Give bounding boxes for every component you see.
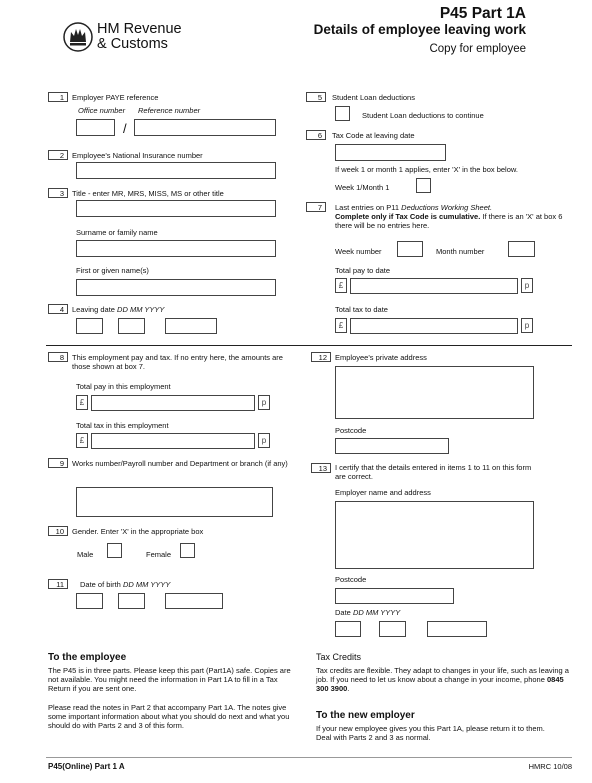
employee-notes-p1: The P45 is in three parts. Please keep this part (Part1A) safe. Copies are not available. You might need the information in Part 1A to fill in a Tax Return if you are sent one. xyxy=(48,666,291,693)
dob-year-field[interactable] xyxy=(165,593,223,609)
q12-label: Employee's private address xyxy=(335,353,427,362)
box-number-5: 5 xyxy=(306,92,326,102)
form-id: P45 Part 1A xyxy=(439,5,526,22)
week1-month1-checkbox[interactable] xyxy=(416,178,431,193)
q10-label: Gender. Enter 'X' in the appropriate box xyxy=(72,527,204,536)
office-number-field[interactable] xyxy=(76,119,115,136)
reference-number-label: Reference number xyxy=(138,106,201,115)
box-number-11: 11 xyxy=(48,579,68,589)
box-number-7: 7 xyxy=(306,202,326,212)
q7-cumulative-note: Complete only if Tax Code is cumulative. xyxy=(335,212,481,221)
q13-postcode-label: Postcode xyxy=(335,575,367,584)
q8-label: This employment pay and tax. If no entry here, the amounts are those shown at box 7. xyxy=(72,353,283,371)
leaving-date-label: Leaving date xyxy=(72,305,115,314)
week1-note: If week 1 or month 1 applies, enter 'X' in the box below. xyxy=(335,165,518,174)
sign-month-field[interactable] xyxy=(379,621,406,637)
week-number-field[interactable] xyxy=(397,241,423,257)
box-number-1: 1 xyxy=(48,92,68,102)
page-subtitle: Copy for employee xyxy=(429,43,526,55)
first-name-field[interactable] xyxy=(76,279,276,296)
leaving-month-field[interactable] xyxy=(118,318,145,334)
tax-pence: p xyxy=(258,433,270,448)
employer-name-address-label: Employer name and address xyxy=(335,488,431,497)
box-number-8: 8 xyxy=(48,352,68,362)
q4-label xyxy=(72,305,164,314)
q7-label xyxy=(335,203,575,230)
employer-address-field[interactable] xyxy=(335,501,534,569)
q6-label: Tax Code at leaving date xyxy=(332,131,415,140)
page-title: Details of employee leaving work xyxy=(313,22,526,37)
box-number-10: 10 xyxy=(48,526,68,536)
box-number-4: 4 xyxy=(48,304,68,314)
sign-year-field[interactable] xyxy=(427,621,487,637)
tax-code-field[interactable] xyxy=(335,144,446,161)
dob-month-field[interactable] xyxy=(118,593,145,609)
slash-separator: / xyxy=(123,121,127,136)
leaving-year-field[interactable] xyxy=(165,318,217,334)
total-pay-to-date-label: Total pay to date xyxy=(335,266,391,275)
total-tax-field[interactable] xyxy=(91,433,255,449)
first-name-label: First or given name(s) xyxy=(76,266,149,275)
male-checkbox[interactable] xyxy=(107,543,122,558)
tax-credits-phone: 0845 300 3900 xyxy=(316,675,564,693)
q2-label: Employee's National Insurance number xyxy=(72,151,203,160)
employer-postcode-field[interactable] xyxy=(335,588,454,604)
employee-notes-p2: Please read the notes in Part 2 that accompany Part 1A. The notes give some important information about what you should do next and what you should do with Parts 2 and 3 of this form. xyxy=(48,703,290,730)
tax-to-date-pence: p xyxy=(521,318,533,333)
q7-label-b: Deductions Working Sheet. xyxy=(401,203,493,212)
leaving-day-field[interactable] xyxy=(76,318,103,334)
total-tax-to-date-label: Total tax to date xyxy=(335,305,388,314)
ni-number-field[interactable] xyxy=(76,162,276,179)
q9-label: Works number/Payroll number and Department or branch (if any) xyxy=(72,459,288,468)
sign-date-label: Date xyxy=(335,608,351,617)
pay-to-date-field[interactable] xyxy=(350,278,518,294)
tax-to-date-pound: £ xyxy=(335,318,347,333)
new-employer-heading: To the new employer xyxy=(316,710,415,721)
surname-field[interactable] xyxy=(76,240,276,257)
q13-date-label xyxy=(335,608,400,617)
box-number-12: 12 xyxy=(311,352,331,362)
total-tax-label: Total tax in this employment xyxy=(76,421,169,430)
pay-to-date-pound: £ xyxy=(335,278,347,293)
month-number-field[interactable] xyxy=(508,241,535,257)
dob-format: DD MM YYYY xyxy=(122,580,171,589)
box-number-13: 13 xyxy=(311,463,331,473)
form-code-left: P45(Online) Part 1 A xyxy=(48,762,125,771)
title-field[interactable] xyxy=(76,200,276,217)
leaving-date-format: DD MM YYYY xyxy=(117,305,165,314)
private-address-field[interactable] xyxy=(335,366,534,419)
section-divider xyxy=(46,345,572,346)
box-number-9: 9 xyxy=(48,458,68,468)
q3-label: Title - enter MR, MRS, MISS, MS or other title xyxy=(72,189,224,198)
q11-label xyxy=(80,580,170,589)
works-number-field[interactable] xyxy=(76,487,273,517)
crown-crest-icon xyxy=(63,20,93,53)
week1-month1-label: Week 1/Month 1 xyxy=(335,183,390,192)
q7-label-a: Last entries on P11 xyxy=(335,203,402,212)
office-number-label: Office number xyxy=(78,106,126,115)
tax-credits-body: Tax credits are flexible. They adapt to changes in your life, such as leaving a job. If you need to let us know about a change in your income, phone xyxy=(316,666,569,684)
q7-rest-note: If there is an 'X' at box 6 there will be no entries here. xyxy=(335,212,563,230)
sign-day-field[interactable] xyxy=(335,621,361,637)
org-name-line1: HM Revenue xyxy=(97,21,182,37)
box-number-3: 3 xyxy=(48,188,68,198)
tax-to-date-field[interactable] xyxy=(350,318,518,334)
student-loan-continue-label: Student Loan deductions to continue xyxy=(362,111,484,120)
total-pay-label: Total pay in this employment xyxy=(76,382,171,391)
q5-label: Student Loan deductions xyxy=(332,93,415,102)
pay-pound: £ xyxy=(76,395,88,410)
box-number-2: 2 xyxy=(48,150,68,160)
hmrc-logo xyxy=(63,20,183,56)
dob-day-field[interactable] xyxy=(76,593,103,609)
female-label: Female xyxy=(146,550,172,559)
pay-pence: p xyxy=(258,395,270,410)
week-number-label: Week number xyxy=(335,247,382,256)
new-employer-text: If your new employee gives you this Part 1A, please return it to them. Deal with Parts 2 and 3 as normal. xyxy=(316,724,545,742)
reference-number-field[interactable] xyxy=(134,119,276,136)
sign-date-format: DD MM YYYY xyxy=(352,608,401,617)
surname-label: Surname or family name xyxy=(76,228,158,237)
tax-pound: £ xyxy=(76,433,88,448)
total-pay-field[interactable] xyxy=(91,395,255,411)
employee-notes-heading: To the employee xyxy=(48,652,127,663)
box-number-6: 6 xyxy=(306,130,326,140)
tax-credits-end: . xyxy=(347,684,350,693)
student-loan-checkbox[interactable] xyxy=(335,106,350,121)
q1-label: Employer PAYE reference xyxy=(72,93,159,102)
male-label: Male xyxy=(77,550,94,559)
q12-postcode-label: Postcode xyxy=(335,426,367,435)
dob-label: Date of birth xyxy=(80,580,121,589)
q13-label: I certify that the details entered in items 1 to 11 on this form are correct. xyxy=(335,463,532,481)
org-name-line2: & Customs xyxy=(97,36,168,52)
tax-credits-text xyxy=(316,666,574,693)
pay-to-date-pence: p xyxy=(521,278,533,293)
footer-rule xyxy=(46,757,572,758)
tax-credits-heading: Tax Credits xyxy=(316,652,362,662)
form-code-right: HMRC 10/08 xyxy=(528,762,572,771)
private-postcode-field[interactable] xyxy=(335,438,449,454)
female-checkbox[interactable] xyxy=(180,543,195,558)
month-number-label: Month number xyxy=(436,247,485,256)
